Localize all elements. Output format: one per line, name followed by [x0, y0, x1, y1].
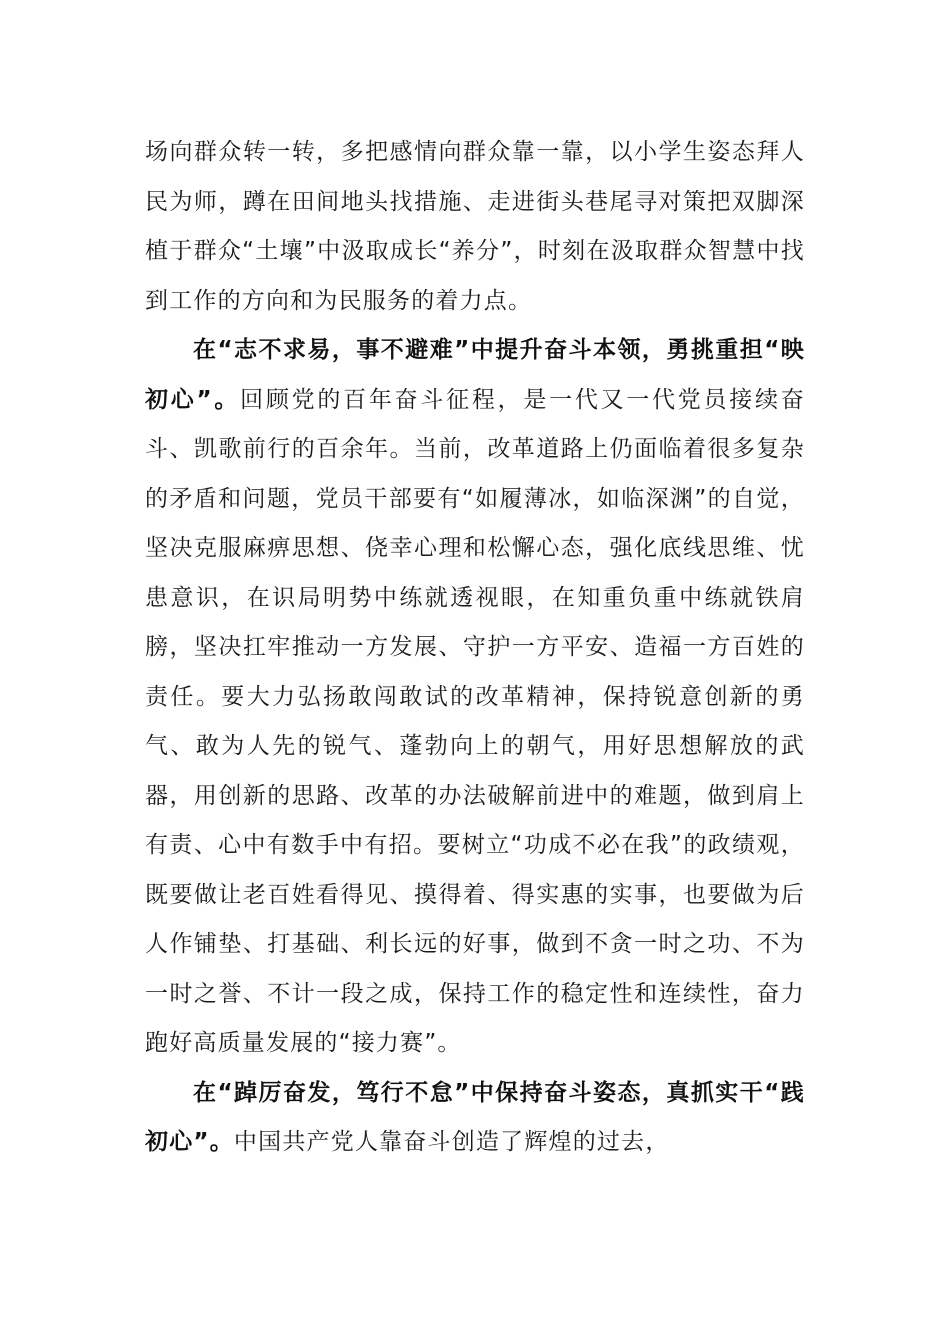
paragraph-continuation — [145, 128, 805, 326]
document-body — [145, 128, 805, 1168]
paragraph-struggle-ability — [145, 326, 805, 1069]
paragraph-lead-heading: 在“志不求易，事不避难”中提升奋斗本领，勇挑重担“映初心”。 — [145, 337, 805, 413]
paragraph-lead-heading: 在“踔厉奋发，笃行不怠”中保持奋斗姿态，真抓实干“践初心”。 — [145, 1079, 805, 1155]
paragraph-text: 场向群众转一转，多把感情向群众靠一靠，以小学生姿态拜人民为师，蹲在田间地头找措施、走进街头巷尾寻对策把双脚深植于群众“土壤”中汲取成长“养分”，时刻在汲取群众智慧中找到工作的方向和为民服务的着力点。 — [145, 139, 805, 314]
paragraph-struggle-posture — [145, 1069, 805, 1168]
paragraph-text: 中国共产党人靠奋斗创造了辉煌的过去， — [233, 1129, 670, 1155]
paragraph-text: 回顾党的百年奋斗征程，是一代又一代党员接续奋斗、凯歌前行的百余年。当前，改革道路上仍面临着很多复杂的矛盾和问题，党员干部要有“如履薄冰，如临深渊”的自觉，坚决克服麻痹思想、侥幸心理和松懈心态，强化底线思维、忧患意识，在识局明势中练就透视眼，在知重负重中练就铁肩膀，坚决扛牢推动一方发展、守护一方平安、造福一方百姓的责任。要大力弘扬敢闯敢试的改革精神，保持锐意创新的勇气、敢为人先的锐气、蓬勃向上的朝气，用好思想解放的武器，用创新的思路、改革的办法破解前进中的难题，做到肩上有责、心中有数手中有招。要树立“功成不必在我”的政绩观，既要做让老百姓看得见、摸得着、得实惠的实事，也要做为后人作铺垫、打基础、利长远的好事，做到不贪一时之功、不为一时之誉、不计一段之成，保持工作的稳定性和连续性，奋力跑好高质量发展的“接力赛”。 — [145, 386, 805, 1056]
